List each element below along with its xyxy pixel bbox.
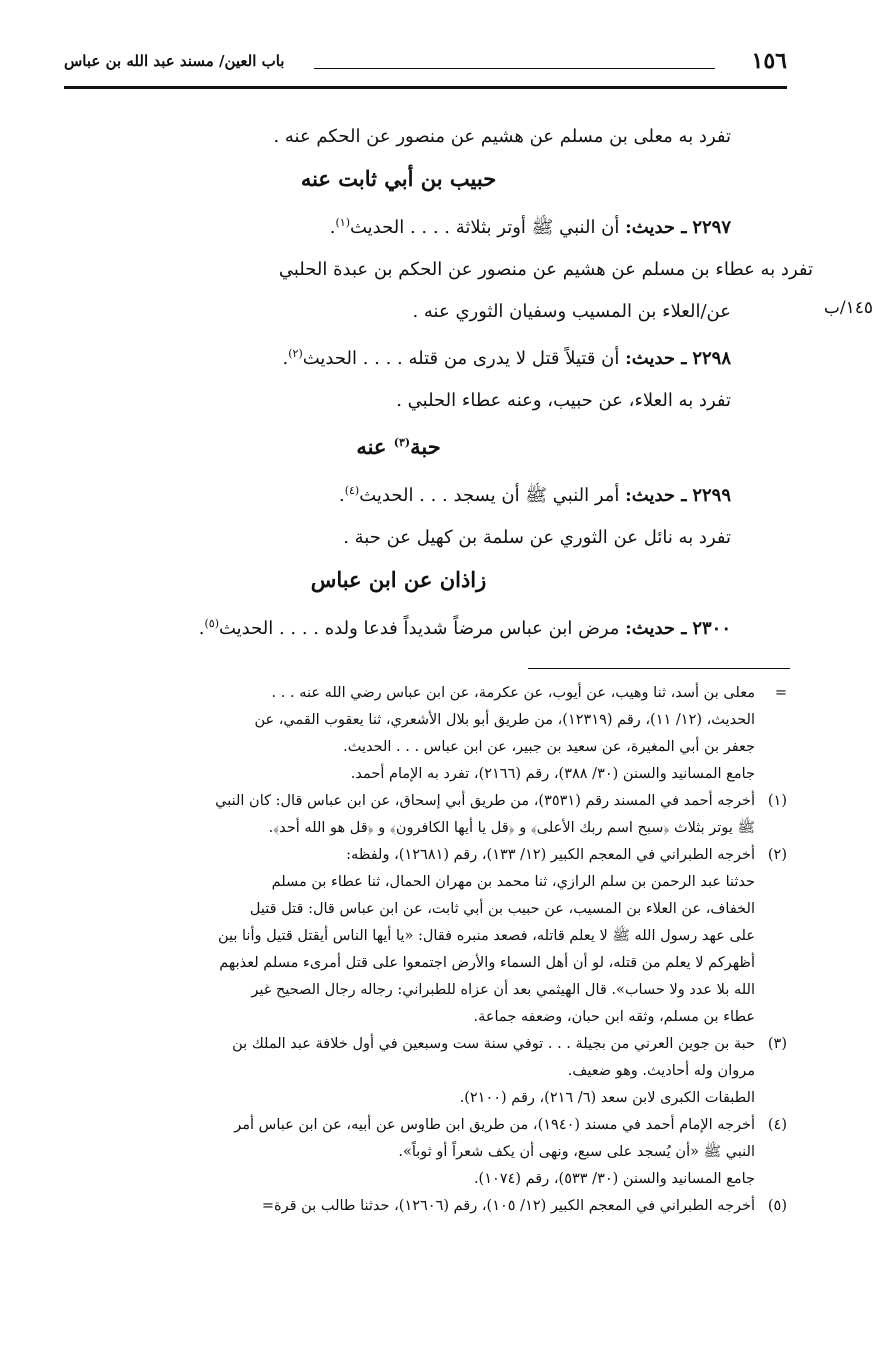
footnote-ref: (١) — [335, 216, 350, 229]
hadith-2299: ٢٢٩٩ ـ حديث: أمر النبي ﷺ أن يسجد . . . الحديث$^{(٤)}$. — [338, 484, 731, 506]
footnote-line: حدثنا عبد الرحمن بن سلم الرازي، ثنا محمد بن مهران الحمال، ثنا عطاء بن مسلم — [271, 874, 755, 890]
footnote — [66, 869, 787, 1031]
footnote-line: جامع المسانيد والسنن (٣٠/ ٣٨٨)، رقم (٢١٦٦)، تفرد به الإمام أحمد. — [350, 766, 755, 782]
footnote — [66, 842, 787, 869]
footnote-mark: (٥) — [767, 1198, 787, 1214]
footnote-ref: (٥) — [204, 617, 219, 630]
hadith-number: ٢٢٩٩ — [692, 485, 731, 506]
section-title-habib: حبيب بن أبي ثابت عنه — [300, 166, 497, 191]
footnote-line: أظهركم لا يعلم من قتله، لو أن أهل السماء والأرض اجتمعوا على قتل أمرىء مسلم لعذبهم — [219, 955, 755, 971]
footnote-line: جامع المسانيد والسنن (٣٠/ ٥٣٣)، رقم (١٠٧٤). — [473, 1171, 755, 1187]
footnotes — [66, 680, 787, 1220]
footnote-mark — [755, 1166, 787, 1193]
footnote-mark: (٢) — [767, 847, 787, 863]
footnote-line: ﷺ يوتر بثلاث ﴿سبح اسم ربك الأعلى﴾ و ﴿قل يا أيها الكافرون﴾ و ﴿قل هو الله أحد﴾. — [268, 820, 755, 836]
footnote-ref: (٤) — [344, 484, 360, 497]
footnote-line: أخرجه الطبراني في المعجم الكبير (١٢/ ١٠٥)، رقم (١٢٦٠٦)، حدثنا طالب بن قرة= — [261, 1198, 755, 1214]
footnote-body — [66, 1085, 755, 1112]
footnote-line: الحديث، (١٢/ ١١)، رقم (١٢٣١٩)، من طريق أبو بلال الأشعري، ثنا يعقوب القمي، عن — [254, 712, 755, 728]
footnote-mark: = — [774, 685, 787, 701]
side-folio-reference: ١٤٥/ب — [823, 298, 873, 318]
footnote-ref: (٣) — [393, 436, 411, 449]
hadith-number: ٢٢٩٧ — [692, 217, 731, 238]
footnote-separator — [528, 668, 790, 669]
hadith-label: ـ حديث: — [625, 618, 687, 639]
section-title-habba — [66, 426, 731, 464]
hadith-2297: ٢٢٩٧ ـ حديث: أن النبي ﷺ أوتر بثلاثة . . . . الحديث$^{(١)}$. — [329, 216, 731, 238]
footnote-line: أخرجه أحمد في المسند رقم (٣٥٣١)، من طريق أبي إسحاق، عن ابن عباس قال: كان النبي — [215, 793, 755, 809]
footnote — [66, 1193, 787, 1220]
hadith-text: مرض ابن عباس مرضاً شديداً فدعا ولده . . . . الحديث — [219, 618, 620, 639]
footnote-body — [66, 1112, 755, 1166]
footnote-mark: (٣) — [767, 1036, 787, 1052]
main-text — [66, 120, 813, 654]
footnote-line: جعفر بن أبي المغيرة، عن سعيد بن جبير، عن ابن عباس . . . الحديث. — [343, 739, 755, 755]
paragraph-2298: تفرد به العلاء، عن حبيب، وعنه عطاء الحلبي . — [396, 390, 731, 411]
footnote-mark: (١) — [767, 793, 787, 809]
footnote — [66, 1031, 787, 1085]
footnote-line: حبة بن جوين العرني من بجيلة . . . توفي سنة ست وسبعين في أول خلافة عبد الملك بن — [232, 1036, 755, 1052]
hadith-label: ـ حديث: — [625, 348, 687, 369]
footnote-body — [66, 1031, 755, 1085]
footnote-line: على عهد رسول الله ﷺ لا يعلم قاتله، فصعد منبره فقال: «يا أيها الناس أيقتل قتيل وأنا بين — [217, 928, 755, 944]
header-rule — [64, 86, 787, 89]
footnote-line: معلى بن أسد، ثنا وهيب، عن أيوب، عن عكرمة، عن ابن عباس رضي الله عنه . . . — [271, 685, 755, 701]
hadith-label: ـ حديث: — [625, 217, 687, 238]
paragraph-2297-a: تفرد به عطاء بن مسلم عن هشيم عن منصور عن الحكم بن عبدة الحلبي — [278, 259, 813, 280]
section-title-zadhan: زاذان عن ابن عباس — [310, 567, 487, 592]
running-title: باب العين/ مسند عبد الله بن عباس — [64, 52, 285, 70]
intro-line: تفرد به معلى بن مسلم عن هشيم عن منصور عن الحكم عنه . — [273, 126, 731, 147]
hadith-2298: ٢٢٩٨ ـ حديث: أن قتيلاً قتل لا يدرى من قتله . . . . الحديث$^{(٢)}$. — [282, 347, 731, 369]
hadith-text: أن النبي ﷺ أوتر بثلاثة . . . . الحديث — [349, 217, 620, 238]
hadith-2300: ٢٣٠٠ ـ حديث: مرض ابن عباس مرضاً شديداً فدعا ولده . . . . الحديث$^{(٥)}$. — [198, 617, 731, 639]
hadith-number: ٢٢٩٨ — [692, 348, 731, 369]
footnote-line: مروان وله أحاديث. وهو ضعيف. — [567, 1063, 755, 1079]
footnote-body — [66, 1193, 755, 1220]
footnote-line: الطبقات الكبرى لابن سعد (٦/ ٢١٦)، رقم (٢١٠٠). — [459, 1090, 755, 1106]
paragraph-2297-b: عن/العلاء بن المسيب وسفيان الثوري عنه . — [412, 301, 731, 322]
footnote-line: النبي ﷺ «أن يُسجد على سبع، ونهى أن يكف شعراً أو ثوباً». — [398, 1144, 755, 1160]
page-number: ١٥٦ — [751, 48, 787, 74]
footnote-body — [66, 788, 755, 842]
footnote-mark: (٤) — [767, 1117, 787, 1133]
footnote-mark — [755, 869, 787, 1031]
footnote-body — [66, 1166, 755, 1193]
footnote-mark — [755, 1085, 787, 1112]
footnote-line: الله بلا عدد ولا حساب». قال الهيثمي بعد أن عزاه للطبراني: رجاله رجال الصحيح غير — [251, 982, 755, 998]
footnote — [66, 1166, 787, 1193]
footnote — [66, 680, 787, 788]
footnote-line: أخرجه الإمام أحمد في مسند (١٩٤٠)، من طريق ابن طاوس عن أبيه، عن ابن عباس أمر — [234, 1117, 755, 1133]
footnote — [66, 1112, 787, 1166]
section-title-text: حبة — [410, 434, 441, 459]
hadith-label: ـ حديث: — [625, 485, 687, 506]
hadith-text: أن قتيلاً قتل لا يدرى من قتله . . . . الحديث — [302, 348, 620, 369]
section-title-suffix: عنه — [356, 434, 394, 459]
paragraph-2299: تفرد به نائل عن الثوري عن سلمة بن كهيل عن حبة . — [343, 527, 731, 548]
footnote-body — [66, 842, 755, 869]
header-line — [314, 68, 715, 69]
footnote-line: عطاء بن مسلم، وثقه ابن حبان، وضعفه جماعة. — [473, 1009, 755, 1025]
footnote-line: الخفاف، عن العلاء بن المسيب، عن حبيب بن أبي ثابت، عن ابن عباس قال: قتل قتيل — [249, 901, 755, 917]
hadith-text: أمر النبي ﷺ أن يسجد . . . الحديث — [359, 485, 620, 506]
footnote-ref: (٢) — [288, 347, 303, 360]
footnote-body — [66, 869, 755, 1031]
footnote-line: أخرجه الطبراني في المعجم الكبير (١٢/ ١٣٣)، رقم (١٢٦٨١)، ولفظه: — [346, 847, 755, 863]
page-header — [64, 42, 787, 84]
hadith-number: ٢٣٠٠ — [692, 618, 731, 639]
footnote-body — [66, 680, 755, 788]
footnote — [66, 1085, 787, 1112]
footnote — [66, 788, 787, 842]
